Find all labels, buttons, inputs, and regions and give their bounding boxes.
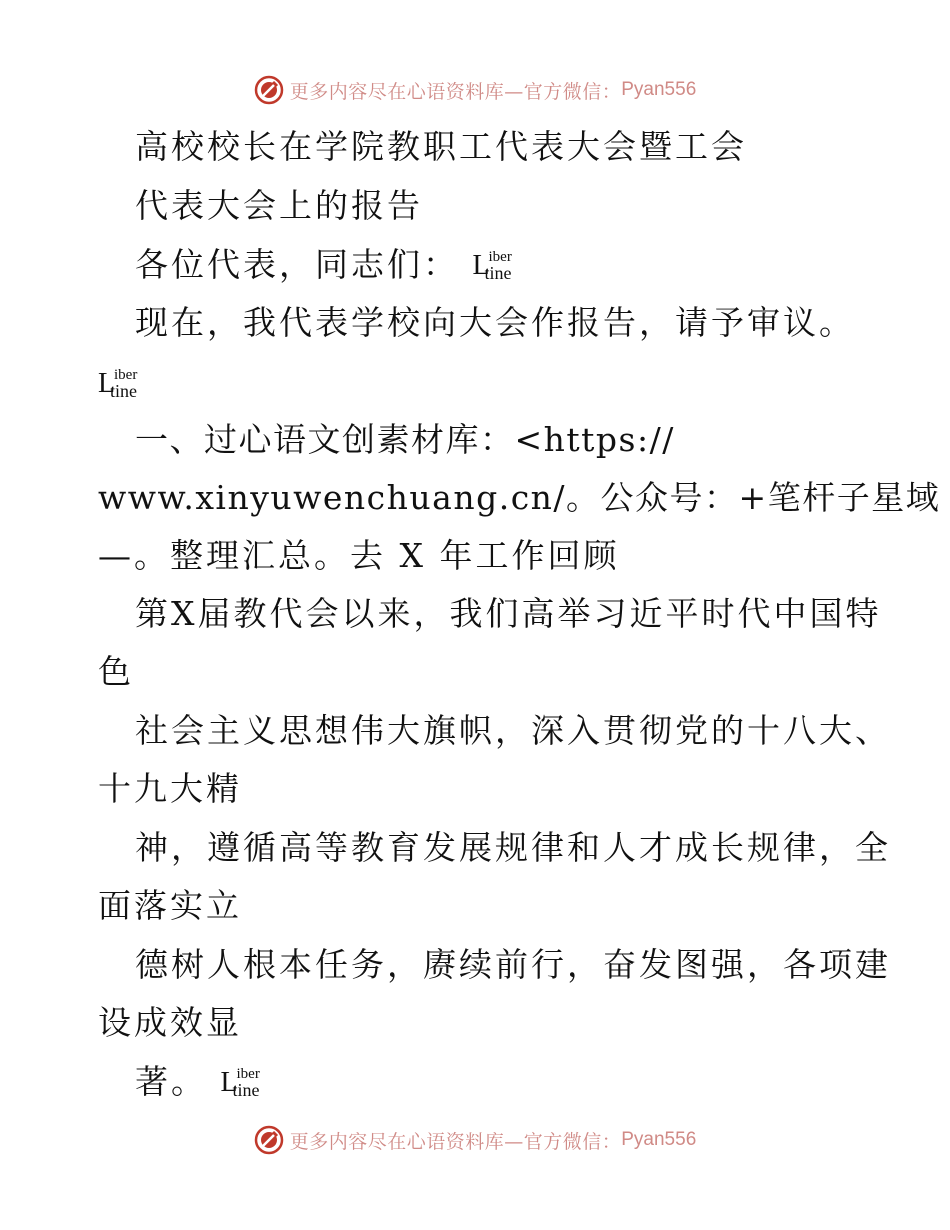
body-line: 色 (98, 652, 134, 691)
body-line: 设成效显 (98, 1003, 242, 1042)
section-heading-line-2: www.xinyuwenchuang.cn/。公众号：+笔杆子星域 (98, 478, 941, 517)
mark-sup: iber (114, 367, 138, 383)
pen-seal-icon (254, 75, 284, 105)
body-line: 十九大精 (98, 769, 242, 808)
body-line: 社会主义思想伟大旗帜，深入贯彻党的十八大、 (135, 711, 891, 750)
title-line-1: 高校校长在学院教职工代表大会暨工会 (135, 127, 747, 166)
mark-sub: tine (110, 381, 137, 401)
body-line: 神，遵循高等教育发展规律和人才成长规律，全 (135, 828, 891, 867)
mark-sub: tine (484, 263, 512, 283)
libertine-mark (473, 250, 521, 284)
banner-text: 更多内容尽在心语资料库—官方微信： (289, 1130, 622, 1153)
footer-banner (0, 1120, 950, 1160)
standalone-mark-line (98, 363, 146, 403)
mark-sup: iber (488, 249, 512, 265)
banner-wechat-id: Pyan556 (621, 1129, 697, 1150)
libertine-mark (221, 1067, 269, 1101)
mark-big: L (220, 1067, 241, 1098)
body-line: 面落实立 (98, 886, 242, 925)
banner-wechat-id: Pyan556 (621, 79, 697, 100)
mark-big: L (472, 250, 493, 281)
banner-text: 更多内容尽在心语资料库—官方微信： (289, 80, 622, 103)
header-banner (0, 70, 950, 110)
section-heading-line-1: 一、过心语文创素材库：<https:// (135, 420, 675, 459)
mark-big: L (98, 368, 119, 399)
body-line: 第X届教代会以来，我们高举习近平时代中国特 (135, 594, 882, 633)
salutation-text: 各位代表，同志们： (135, 245, 459, 284)
paragraph-intro: 现在，我代表学校向大会作报告，请予审议。 (135, 303, 855, 342)
body-line: 德树人根本任务，赓续前行，奋发图强，各项建 (135, 945, 891, 984)
body-line-final (135, 1062, 269, 1102)
mark-sup: iber (236, 1066, 260, 1082)
salutation-line (135, 245, 521, 285)
section-heading-line-3: —。整理汇总。去 X 年工作回顾 (98, 536, 620, 575)
pen-seal-icon (254, 1125, 284, 1155)
mark-sub: tine (232, 1080, 260, 1100)
final-text: 著。 (135, 1062, 207, 1101)
title-line-2: 代表大会上的报告 (135, 186, 423, 225)
libertine-mark (98, 368, 146, 402)
